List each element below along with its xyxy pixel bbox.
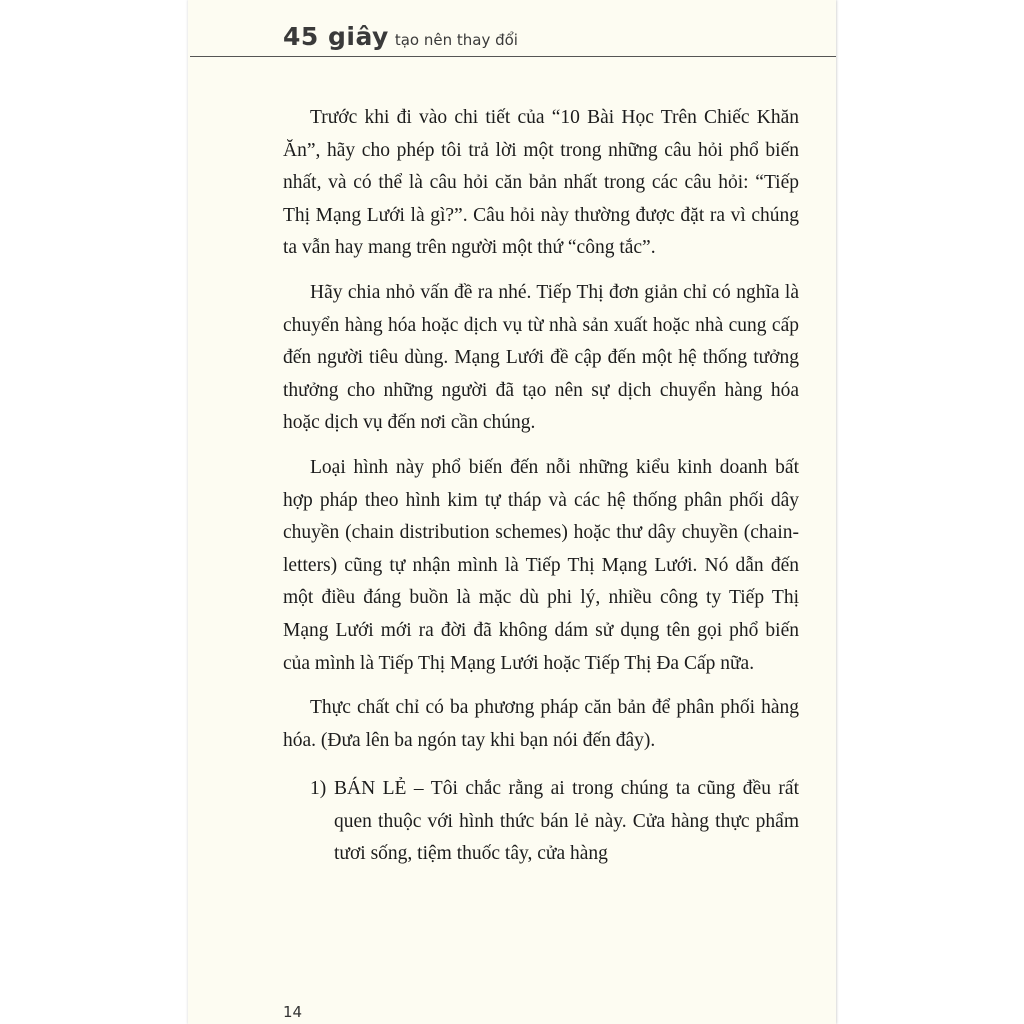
header-title-big: 45 giây bbox=[283, 22, 389, 51]
list-item bbox=[283, 773, 799, 871]
header-rule bbox=[190, 56, 836, 57]
paragraph: Trước khi đi vào chi tiết của “10 Bài Học Trên Chiếc Khăn Ăn”, hãy cho phép tôi trả lời một trong những câu hỏi phổ biến nhất, và có thể là câu hỏi căn bản nhất trong các câu hỏi: “Tiếp Thị Mạng Lưới là gì?”. Câu hỏi này thường được đặt ra vì chúng ta vẫn hay mang trên người một thứ “công tắc”. bbox=[283, 107, 799, 259]
paragraph: Hãy chia nhỏ vấn đề ra nhé. Tiếp Thị đơn giản chỉ có nghĩa là chuyển hàng hóa hoặc dịch vụ từ nhà sản xuất hoặc nhà cung cấp đến người tiêu dùng. Mạng Lưới đề cập đến một hệ thống tưởng thưởng cho những người đã tạo nên sự dịch chuyển hàng hóa hoặc dịch vụ đến nơi cần chúng. bbox=[283, 281, 799, 434]
list-item-text: BÁN LẺ – Tôi chắc rằng ai trong chúng ta cũng đều rất quen thuộc với hình thức bán lẻ này. Cửa hàng thực phẩm tươi sống, tiệm thuốc tây, cửa hàng bbox=[334, 778, 799, 865]
running-header bbox=[283, 22, 518, 51]
body-text bbox=[283, 102, 799, 871]
paragraph: Loại hình này phổ biến đến nỗi những kiểu kinh doanh bất hợp pháp theo hình kim tự tháp và các hệ thống phân phối dây chuyền (chain distribution schemes) hoặc thư dây chuyền (chain-letters) cũng tự nhận mình là Tiếp Thị Mạng Lưới. Nó dẫn đến một điều đáng buồn là mặc dù phi lý, nhiều công ty Tiếp Thị Mạng Lưới mới ra đời đã không dám sử dụng tên gọi phổ biến của mình là Tiếp Thị Mạng Lưới hoặc Tiếp Thị Đa Cấp nữa. bbox=[283, 456, 799, 674]
paragraph: Thực chất chỉ có ba phương pháp căn bản để phân phối hàng hóa. (Đưa lên ba ngón tay khi bạn nói đến đây). bbox=[283, 697, 799, 751]
header-title-small: tạo nên thay đổi bbox=[394, 31, 518, 49]
page-number: 14 bbox=[283, 1003, 303, 1021]
list-item-number: 1) bbox=[310, 778, 327, 800]
